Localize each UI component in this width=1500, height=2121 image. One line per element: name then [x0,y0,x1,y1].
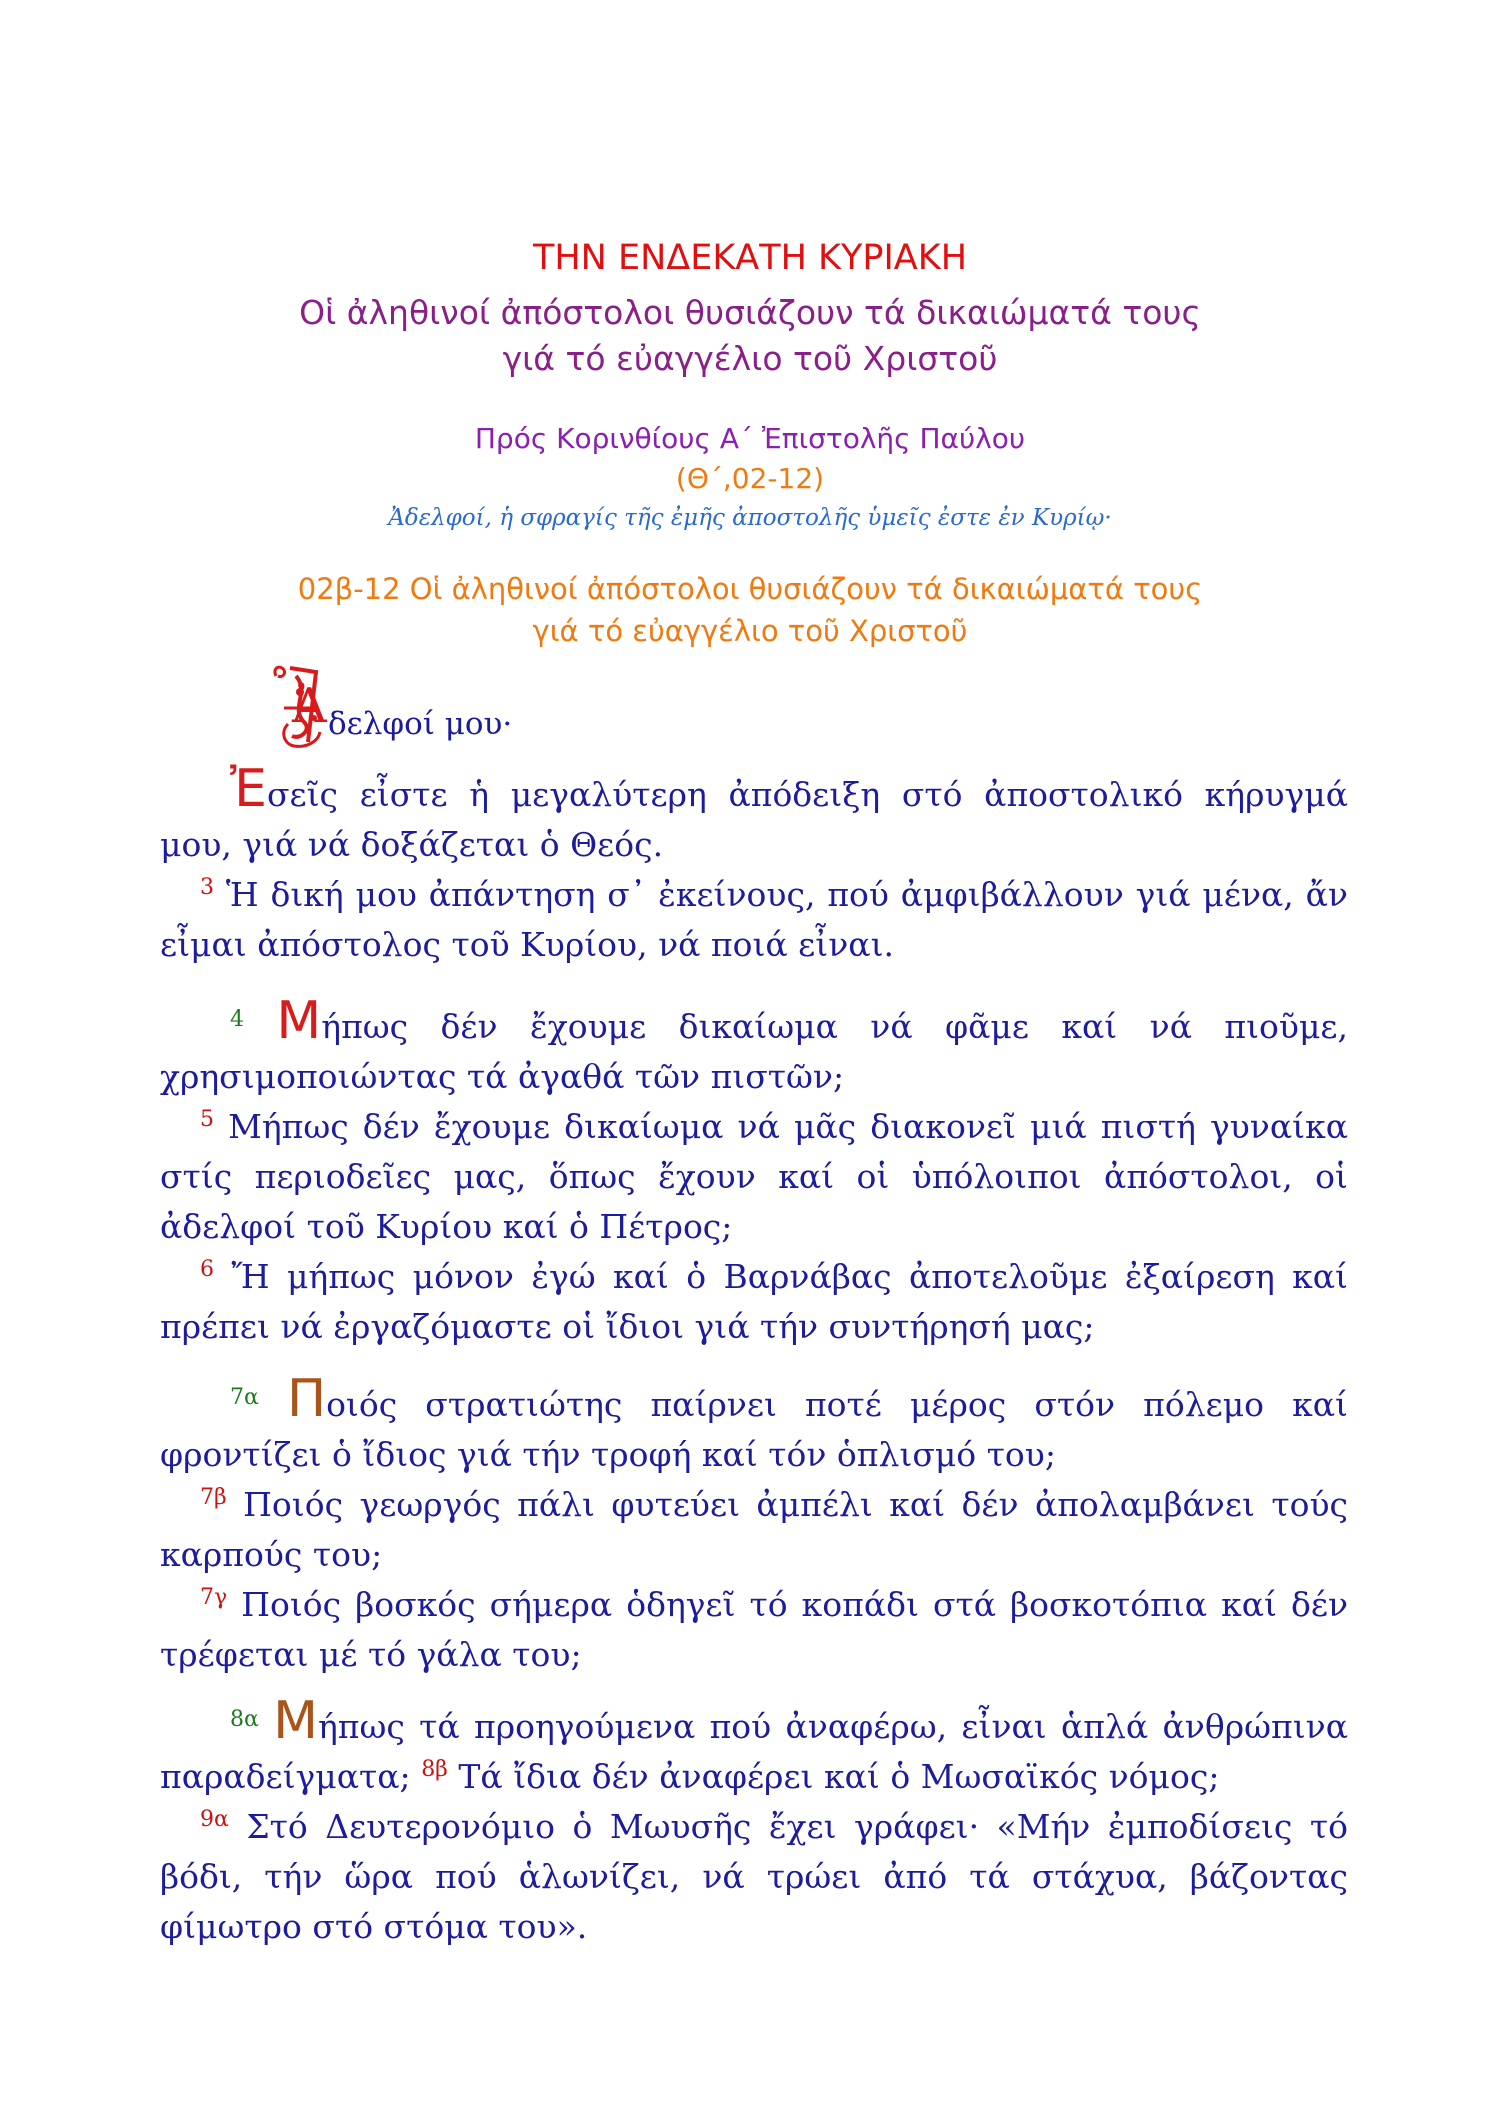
verse-number: 5 [200,1107,214,1132]
verse-7c [160,1580,1348,1680]
verse-number: 9α [200,1807,229,1832]
verse-7a [160,1369,1348,1480]
subtitle-line-2: γιά τό εὐαγγέλιο τοῦ Χριστοῦ [502,339,998,378]
pericope-line-1: 02β-12 Οἱ ἀληθινοί ἀπόστολοι θυσιάζουν τά δικαιώματά τους [297,572,1203,606]
verse-text: Μήπως δέν ἔχουμε δικαίωμα νά μᾶς διακονεῖ μιά πιστή γυναίκα στίς περιοδεῖες μας, ὅπως ἔχουν καί οἱ ὑπόλοιποι ἀπόστολοι, οἱ ἀδελφοί τοῦ Κυρίου καί ὁ Πέτρος; [160,1107,1348,1246]
paragraph-2 [160,991,1348,1352]
verse-text: ήπως δέν ἔχουμε δικαίωμα νά φᾶμε καί νά πιοῦμε, χρησιμοποιώντας τά ἀγαθά τῶν πιστῶν; [160,1007,1348,1096]
verse-4 [160,991,1348,1102]
subtitle [0,290,1500,382]
subtitle-line-1: Οἱ ἀληθινοί ἀπόστολοι θυσιάζουν τά δικαιώματά τους [299,293,1201,332]
initial-letter: Μ [276,991,322,1051]
paragraph-4 [160,1691,1348,1952]
verse-7b [160,1480,1348,1580]
initial-letter: Ἐ [230,759,267,819]
verse-2 [160,759,1348,870]
verse-8 [160,1691,1348,1802]
reference: (Θ΄,02-12) [675,462,825,495]
verse-6 [160,1252,1348,1352]
verse-number: 8α [230,1707,259,1732]
verse-number: 4 [230,1007,244,1032]
verse-number: 3 [200,875,214,900]
paragraph-1 [160,759,1348,970]
verse-text: Ἤ μήπως μόνον ἐγώ καί ὁ Βαρνάβας ἀποτελοῦμε ἐξαίρεση καί πρέπει νά ἐργαζόμαστε οἱ ἴδιοι γιά τήν συντήρησή μας; [160,1257,1348,1346]
verse-3 [160,870,1348,970]
pericope-line-2: γιά τό εὐαγγέλιο τοῦ Χριστοῦ [532,614,968,648]
initial-letter: Π [286,1369,327,1429]
verse-text: Τά ἴδια δέν ἀναφέρει καί ὁ Μωσαϊκός νόμος; [458,1757,1220,1796]
verse-text: Ἡ δική μου ἀπάντηση σ᾽ ἐκείνους, πού ἀμφιβάλλουν γιά μένα, ἄν εἶμαι ἀπόστολος τοῦ Κυρίου, νά ποιά εἶναι. [160,875,1348,964]
greeting: δελφοί μου· [328,706,513,742]
verse-9a [160,1802,1348,1952]
page-title: ΤΗΝ ΕΝΔΕΚΑΤΗ ΚΥΡΙΑΚΗ [532,238,968,278]
verse-text: Ποιός γεωργός πάλι φυτεύει ἀμπέλι καί δέν ἀπολαμβάνει τούς καρπούς του; [160,1485,1348,1574]
ornamental-drop-cap-icon [270,662,332,750]
svg-text:Ἀ: Ἀ [292,678,327,734]
verse-number: 8β [421,1757,448,1782]
pericope [0,568,1500,652]
verse-text: ήπως τά προηγούμενα πού ἀναφέρω, εἶναι ἁπλά ἀνθρώπινα παραδείγματα; [160,1707,1348,1796]
verse-text: Στό Δευτερονόμιο ὁ Μωυσῆς ἔχει γράφει· «Μήν ἐμποδίσεις τό βόδι, τήν ὥρα πού ἁλωνίζει, νά τρώει ἀπό τά στάχυα, βάζοντας φίμωτρο στό στόμα του». [160,1807,1348,1946]
verse-text: Ποιός βοσκός σήμερα ὁδηγεῖ τό κοπάδι στά βοσκοτόπια καί δέν τρέφεται μέ τό γάλα του; [160,1585,1348,1674]
initial-letter: Μ [273,1691,319,1751]
verse-5 [160,1102,1348,1252]
verse-header: Ἀδελφοί, ἡ σφραγίς τῆς ἐμῆς ἀποστολῆς ὑμεῖς ἐστε ἐν Κυρίῳ· [388,505,1112,531]
paragraph-3 [160,1369,1348,1680]
verse-number: 6 [200,1257,214,1282]
verse-text: οιός στρατιώτης παίρνει ποτέ μέρος στόν πόλεμο καί φροντίζει ὁ ἴδιος γιά τήν τροφή καί τόν ὁπλισμό του; [160,1385,1348,1474]
epistle-title: Πρός Κορινθίους Α΄ Ἐπιστολῆς Παύλου [474,422,1026,455]
verse-number: 7β [200,1485,227,1510]
verse-number: 7γ [200,1585,228,1610]
verse-text: σεῖς εἶστε ἡ μεγαλύτερη ἀπόδειξη στό ἀποστολικό κήρυγμά μου, γιά νά δοξάζεται ὁ Θεός. [160,775,1348,864]
verse-number: 7α [230,1385,259,1410]
